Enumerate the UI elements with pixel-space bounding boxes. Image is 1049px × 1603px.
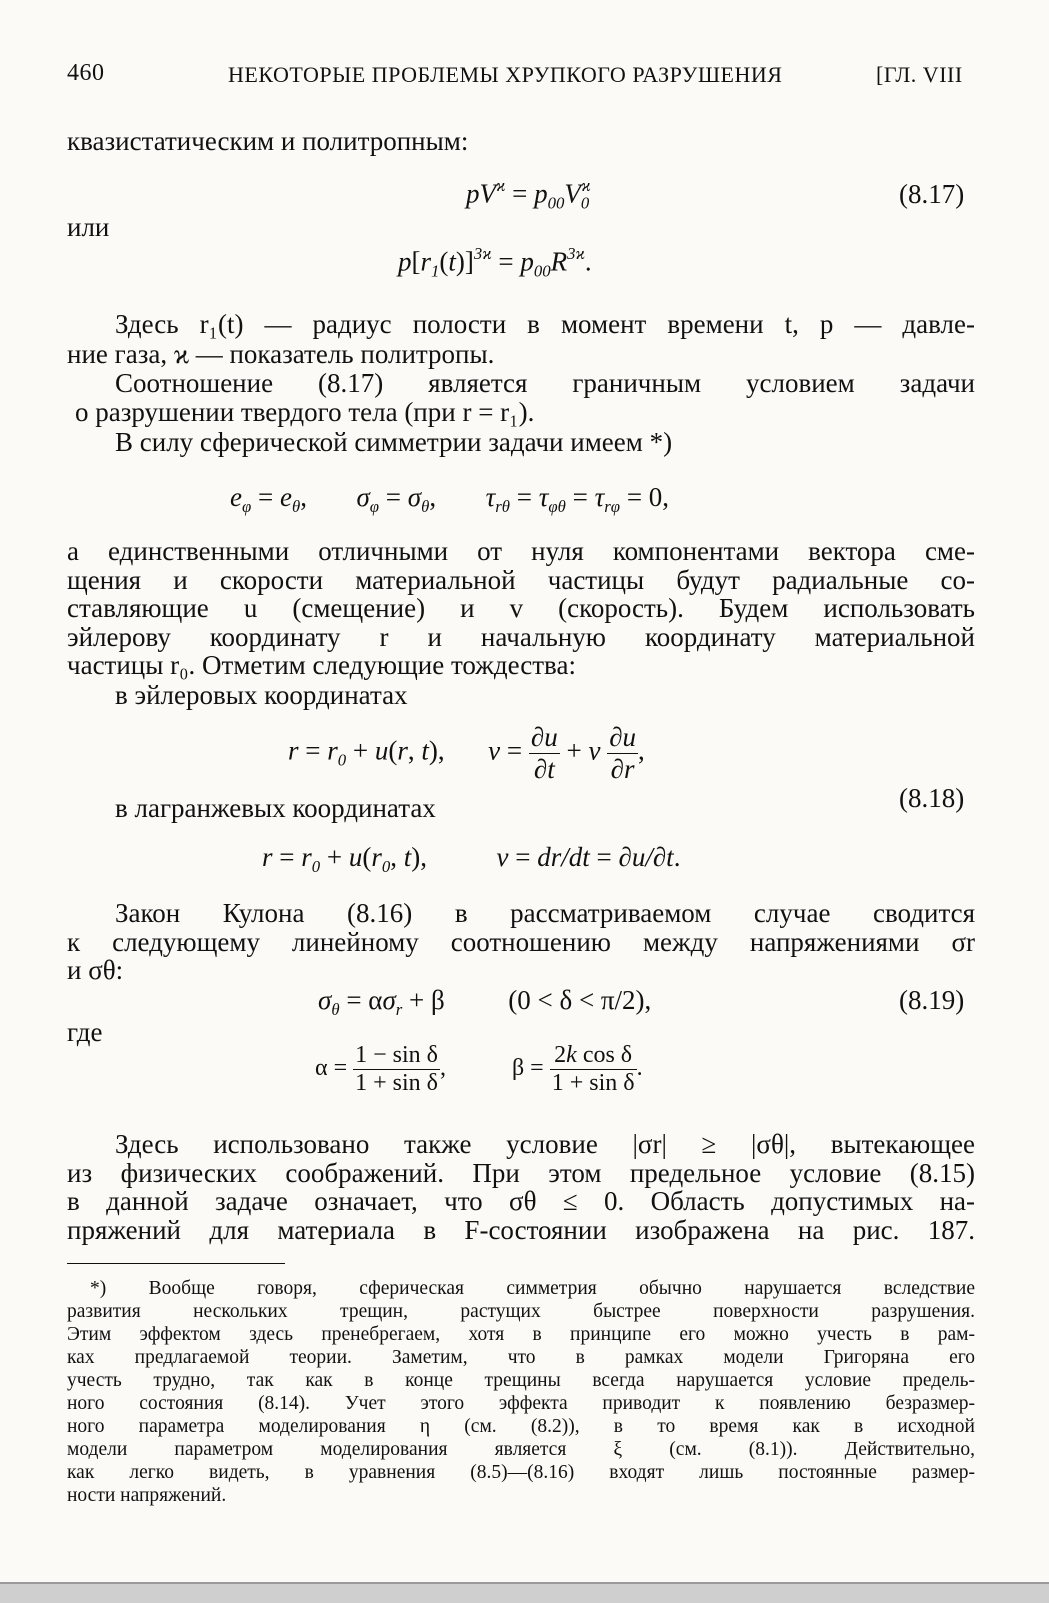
paragraph-4-line-4: эйлерову координату r и начальную координату материальной: [67, 622, 975, 652]
footnote-line-4: ках предлагаемой теории. Заметим, что в рамках модели Григоряна его: [67, 1347, 975, 1368]
scan-bottom-edge: [0, 1582, 1049, 1603]
paragraph-5-line-3: и σθ:: [67, 955, 124, 985]
equation-8-19: $\sigma_\theta = \alpha\sigma_r + \beta$ (0 < δ < π/2),: [318, 985, 652, 1019]
equation-8-17-b: $p[r_1(t)]^{3ϰ} = p_{00}R^{3ϰ}$.: [398, 244, 592, 281]
paragraph-6-line-1: Здесь использовано также условие |σr| ≥ |σθ|, вытекающее: [115, 1129, 975, 1159]
paragraph-6-line-3: в данной задаче означает, что σθ ≤ 0. Область допустимых на-: [67, 1186, 975, 1216]
paragraph-6-line-4: пряжений для материала в F-состоянии изображена на рис. 187.: [67, 1215, 975, 1245]
footnote-line-1: *) Вообще говоря, сферическая симметрия обычно нарушается вследствие: [90, 1278, 975, 1299]
paragraph-4-line-5: частицы r₀. Отметим следующие тождества:: [67, 650, 576, 680]
paragraph-3: В силу сферической симметрии задачи имеем *): [115, 427, 673, 457]
equation-number-8-19: (8.19): [899, 985, 965, 1015]
paragraph-4-line-1: а единственными отличными от нуля компонентами вектора сме-: [67, 536, 975, 566]
footnote-divider: [67, 1263, 285, 1264]
paragraph-2-line-1: Соотношение (8.17) является граничным условием задачи: [115, 368, 975, 398]
intro-line: квазистатическим и политропным:: [67, 126, 469, 156]
paragraph-1-line-2: ние газа, ϰ — показатель политропы.: [67, 339, 495, 369]
paragraph-6-line-2: из физических соображений. При этом предельное условие (8.15): [67, 1158, 975, 1188]
paragraph-4-line-2: щения и скорости материальной частицы будут радиальные со-: [67, 565, 975, 595]
footnote-line-3: Этим эффектом здесь пренебрегаем, хотя в принципе его можно учесть в рам-: [67, 1324, 975, 1345]
equation-number-8-17: (8.17): [899, 179, 965, 209]
where-label: где: [67, 1017, 103, 1047]
footnote-line-8: модели параметром моделирования является ξ (см. (8.1)). Действительно,: [67, 1439, 975, 1460]
euler-equation: $r = r_0 + u(r$, t), v = $\frac{\partial u}{\partial t}$ + v $\frac{\partial u}{\partial r}$ ,: [288, 722, 645, 784]
equation-number-8-18: (8.18): [899, 783, 965, 813]
paragraph-5-line-2: к следующему линейному соотношению между напряжениями σr: [67, 927, 975, 957]
footnote-line-6: ного состояния (8.14). Учет этого эффекта приводит к появлению безразмер-: [67, 1393, 975, 1414]
equation-8-17-a: $pV^ϰ = p_{00}V_0^ϰ$: [466, 176, 591, 213]
running-title: НЕКОТОРЫЕ ПРОБЛЕМЫ ХРУПКОГО РАЗРУШЕНИЯ: [228, 62, 783, 87]
paragraph-5-line-1: Закон Кулона (8.16) в рассматриваемом случае сводится: [115, 898, 975, 928]
chapter-label: [ГЛ. VIII: [876, 62, 963, 87]
paragraph-4-line-3: ставляющие u (смещение) и v (скорость). Будем использовать: [67, 593, 975, 623]
footnote-line-10: ности напряжений.: [67, 1485, 227, 1506]
symmetry-equation: $e_\varphi = e_\theta$, $\sigma_\varphi = \sigma_\theta$, $\tau_{r\theta} = \tau_{\varphi\theta} = \tau_{r\varphi} = 0$,: [230, 482, 670, 516]
footnote-line-7: ного параметра моделирования η (см. (8.2)), в то время как в исходной: [67, 1416, 975, 1437]
lagrange-label: в лагранжевых координатах: [115, 793, 436, 823]
lagrange-equation: $r = r_0 + u(r_0$, t), v = dr/dt = ∂u/∂t.: [262, 842, 681, 876]
or-label: или: [67, 212, 110, 242]
alpha-beta-definitions: α = $\frac{\text{1 − sin δ}}{\text{1 + sin δ}}$ , β = $\frac{\text{2k cos δ}}{\text{1 + sin δ}}$ .: [315, 1042, 643, 1096]
euler-label: в эйлеровых координатах: [115, 680, 408, 710]
page-number: 460: [67, 60, 105, 86]
footnote-line-9: как легко видеть, в уравнения (8.5)—(8.16) входят лишь постоянные размер-: [67, 1462, 975, 1483]
paragraph-2-line-2: о разрушении твердого тела (при r = r₁).: [75, 397, 535, 427]
footnote-line-5: учесть трудно, так как в конце трещины всегда нарушается условие предель-: [67, 1370, 975, 1391]
paragraph-1-line-1: Здесь r₁(t) — радиус полости в момент времени t, p — давле-: [115, 309, 975, 339]
footnote-line-2: развития нескольких трещин, растущих быстрее поверхности разрушения.: [67, 1301, 975, 1322]
